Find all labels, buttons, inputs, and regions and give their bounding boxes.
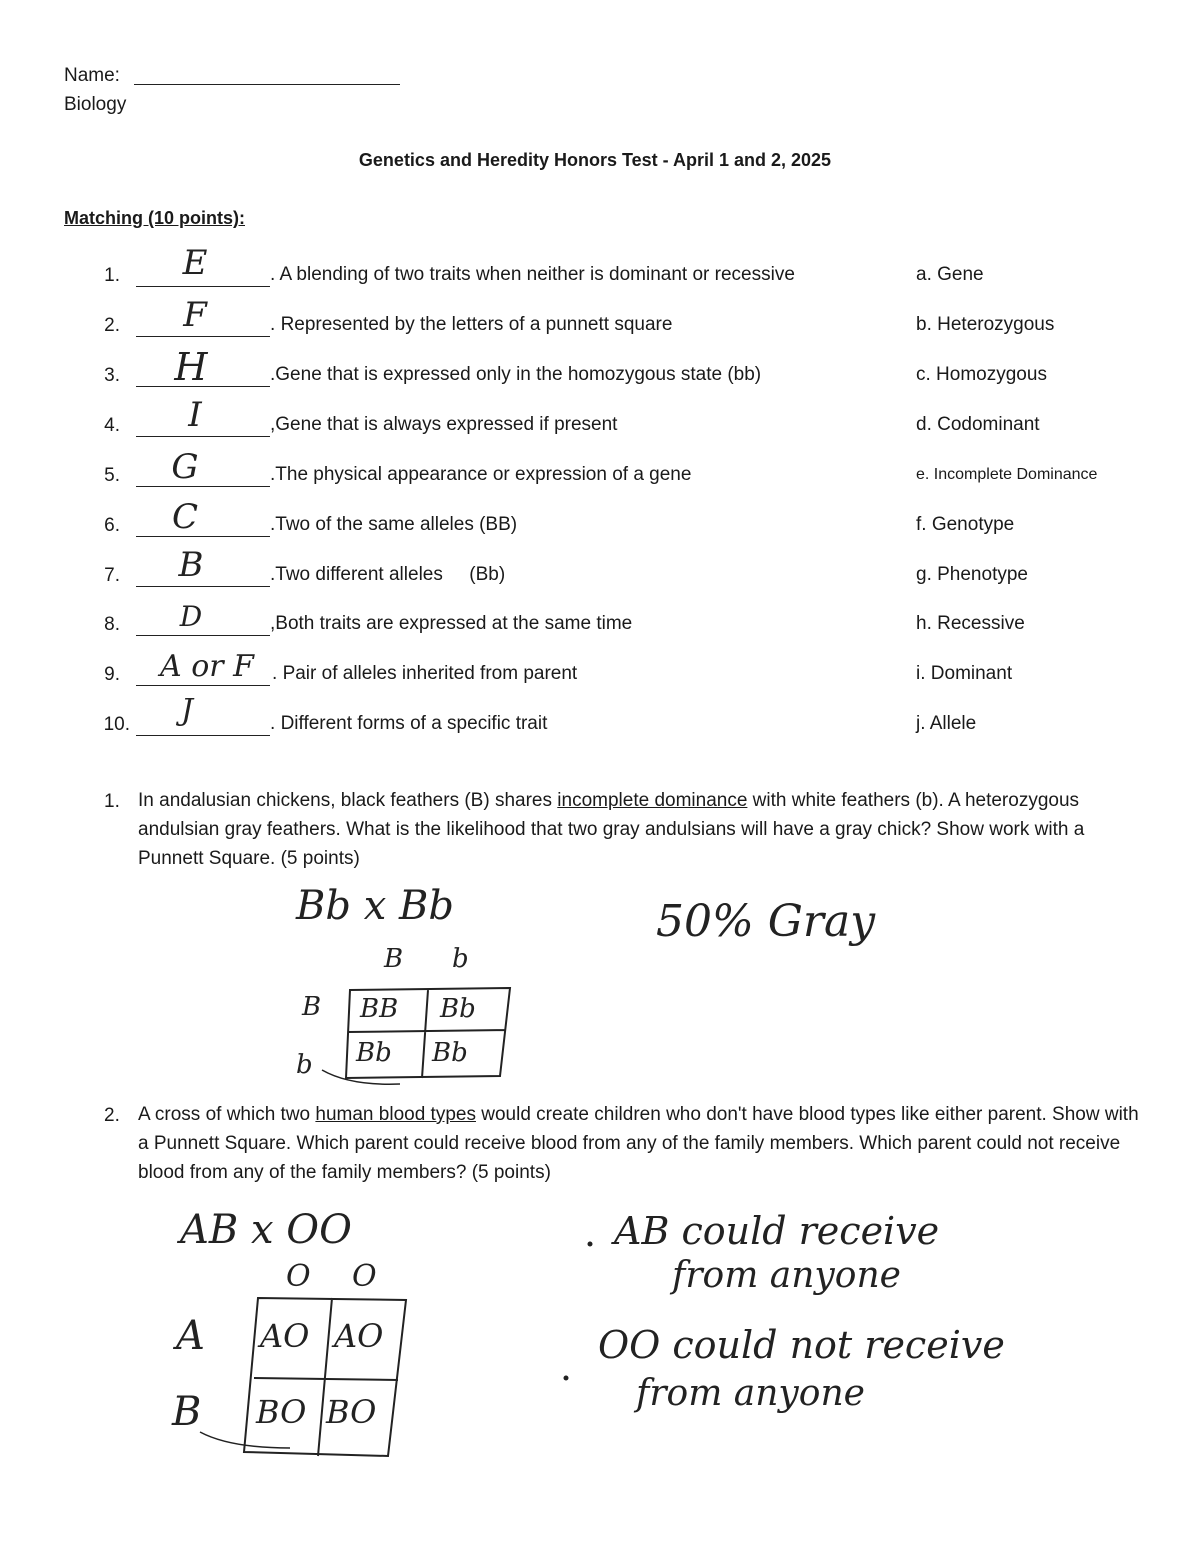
- handwritten-note: from anyone: [636, 1373, 865, 1414]
- handwritten-answer: C: [171, 497, 198, 537]
- name-label: Name:: [64, 65, 120, 86]
- option-c: c. Homozygous: [916, 364, 1047, 385]
- item-description: A blending of two traits when neither is dominant or recessive: [279, 264, 795, 285]
- question-underlined-term: human blood types: [315, 1104, 476, 1125]
- item-description: Two different alleles (Bb): [275, 564, 506, 585]
- punnett-cell: BO: [326, 1393, 377, 1431]
- item-number: 9.: [104, 664, 120, 685]
- punnett-side-allele: b: [296, 1050, 313, 1080]
- item-number: 4.: [104, 415, 120, 436]
- option-a: a. Gene: [916, 264, 984, 285]
- option-i: i. Dominant: [916, 663, 1013, 684]
- punnett-cell: AO: [334, 1317, 384, 1355]
- test-title: Genetics and Heredity Honors Test - April 1 and 2, 2025: [358, 150, 832, 170]
- handwritten-answer: J: [180, 693, 194, 728]
- item-description: Represented by the letters of a punnett square: [280, 314, 673, 335]
- punnett-cell: AO: [260, 1317, 310, 1355]
- question-text-part: In andalusian chickens, black feathers (B) shares: [138, 790, 558, 811]
- punnett-cell: Bb: [432, 1038, 468, 1068]
- option-e: e. Incomplete Dominance: [916, 466, 1098, 483]
- handwritten-answer: 50% Gray: [656, 896, 876, 947]
- handwritten-answer: F: [183, 295, 207, 335]
- punnett-cell: BO: [256, 1393, 307, 1431]
- item-punct: .: [272, 663, 278, 684]
- item-number: 5.: [104, 465, 120, 486]
- handwritten-cross: Bb x Bb: [296, 883, 454, 929]
- punnett-cell: BB: [360, 994, 399, 1024]
- question-number: 2.: [104, 1105, 120, 1126]
- item-number: 1.: [104, 265, 120, 286]
- item-description: Pair of alleles inherited from parent: [282, 663, 578, 684]
- option-b: b. Heterozygous: [916, 314, 1055, 335]
- item-number: 10.: [103, 714, 130, 735]
- punnett-top-allele: O: [286, 1259, 311, 1294]
- item-punct: .: [270, 514, 276, 535]
- item-description: Gene that is expressed only in the homozygous state (bb): [275, 364, 762, 385]
- handwritten-answer: H: [174, 345, 208, 389]
- item-punct: .: [270, 464, 276, 485]
- class-label: Biology: [64, 94, 127, 115]
- item-number: 2.: [104, 315, 120, 336]
- punnett-top-allele: b: [452, 944, 469, 974]
- handwritten-answer: A or F: [160, 649, 254, 684]
- handwritten-answer: B: [178, 545, 204, 585]
- item-punct: .: [270, 264, 276, 285]
- handwritten-answer: G: [171, 447, 199, 487]
- item-punct: ,: [270, 613, 276, 634]
- handwritten-cross: AB x OO: [180, 1207, 352, 1253]
- handwritten-answer: I: [188, 395, 202, 435]
- item-number: 8.: [104, 614, 120, 635]
- question-text-part: A cross of which two: [138, 1104, 316, 1125]
- item-punct: .: [270, 713, 276, 734]
- item-number: 3.: [104, 365, 120, 386]
- handwritten-note: from anyone: [672, 1255, 901, 1296]
- option-j: j. Allele: [916, 713, 977, 734]
- option-h: h. Recessive: [916, 613, 1025, 634]
- handwritten-note: OO could not receive: [598, 1323, 1005, 1367]
- punnett-side-allele: A: [176, 1313, 205, 1359]
- item-description: Different forms of a specific trait: [280, 713, 548, 734]
- item-punct: .: [270, 364, 276, 385]
- item-punct: ,: [270, 414, 276, 435]
- question-text-part: would create children who don't have blood types like either parent. Show with a Punnett Square. Which parent could receive blood from any of the family members. Which parent could not receive blood from any of the family members? (5 points): [138, 1104, 1139, 1183]
- item-description: Gene that is always expressed if present: [275, 414, 618, 435]
- handwritten-note: AB could receive: [614, 1209, 940, 1253]
- item-description: Both traits are expressed at the same time: [275, 613, 633, 634]
- punnett-top-allele: O: [352, 1259, 377, 1294]
- question-text-part: with white feathers (b). A heterozygous andulsian gray feathers. What is the likelihood that two gray andulsians will have a gray chick? Show work with a Punnett Square. (5 points): [138, 790, 1085, 869]
- punnett-cell: Bb: [356, 1038, 392, 1068]
- punnett-side-allele: B: [172, 1389, 202, 1435]
- item-number: 6.: [104, 515, 120, 536]
- punnett-top-allele: B: [384, 944, 404, 974]
- option-f: f. Genotype: [916, 514, 1015, 535]
- item-number: 7.: [104, 565, 120, 586]
- item-description: The physical appearance or expression of a gene: [275, 464, 692, 485]
- option-d: d. Codominant: [916, 414, 1040, 435]
- question-underlined-term: incomplete dominance: [557, 790, 748, 811]
- question-number: 1.: [104, 791, 120, 812]
- punnett-side-allele: B: [302, 992, 322, 1022]
- matching-heading: Matching (10 points):: [64, 208, 245, 228]
- punnett-cell: Bb: [440, 994, 476, 1024]
- handwritten-answer: E: [182, 243, 208, 283]
- option-g: g. Phenotype: [916, 564, 1028, 585]
- handwritten-answer: D: [179, 600, 203, 633]
- item-punct: .: [270, 314, 276, 335]
- item-description: Two of the same alleles (BB): [275, 514, 518, 535]
- item-punct: .: [270, 564, 276, 585]
